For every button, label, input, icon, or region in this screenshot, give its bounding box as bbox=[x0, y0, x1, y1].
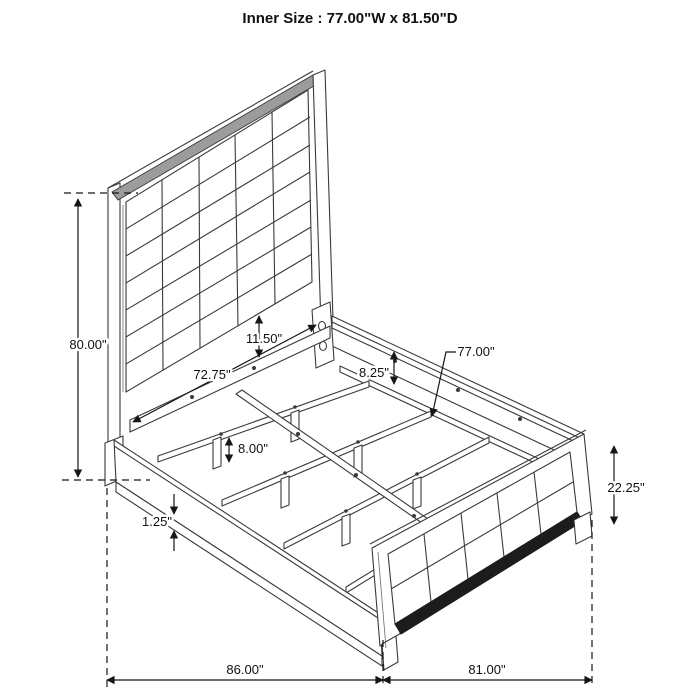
dim-label-overall-depth: 81.00" bbox=[468, 662, 506, 677]
side-rail-near bbox=[114, 440, 382, 666]
dim-label-leg-height: 8.00" bbox=[238, 441, 268, 456]
headboard-right-post bbox=[313, 70, 333, 326]
footboard bbox=[370, 430, 592, 670]
side-rail-trim bbox=[116, 482, 382, 666]
dim-footboard-height bbox=[607, 446, 645, 524]
dim-label-support-rail-length: 72.75" bbox=[193, 367, 231, 382]
headboard-left-post bbox=[108, 183, 120, 452]
dim-label-overall-width: 86.00" bbox=[226, 662, 264, 677]
dim-label-footboard-height: 22.25" bbox=[607, 480, 645, 495]
dim-label-headboard-height: 80.00" bbox=[69, 337, 107, 352]
dim-label-slat-length: 77.00" bbox=[457, 344, 495, 359]
dim-leg-height bbox=[229, 438, 268, 462]
dim-label-trim-thickness: 1.25" bbox=[142, 514, 172, 529]
dim-label-side-rail-height: 8.25" bbox=[359, 365, 389, 380]
dim-label-panel-gap: 11.50" bbox=[245, 331, 283, 346]
page-title: Inner Size : 77.00"W x 81.50"D bbox=[242, 10, 458, 27]
